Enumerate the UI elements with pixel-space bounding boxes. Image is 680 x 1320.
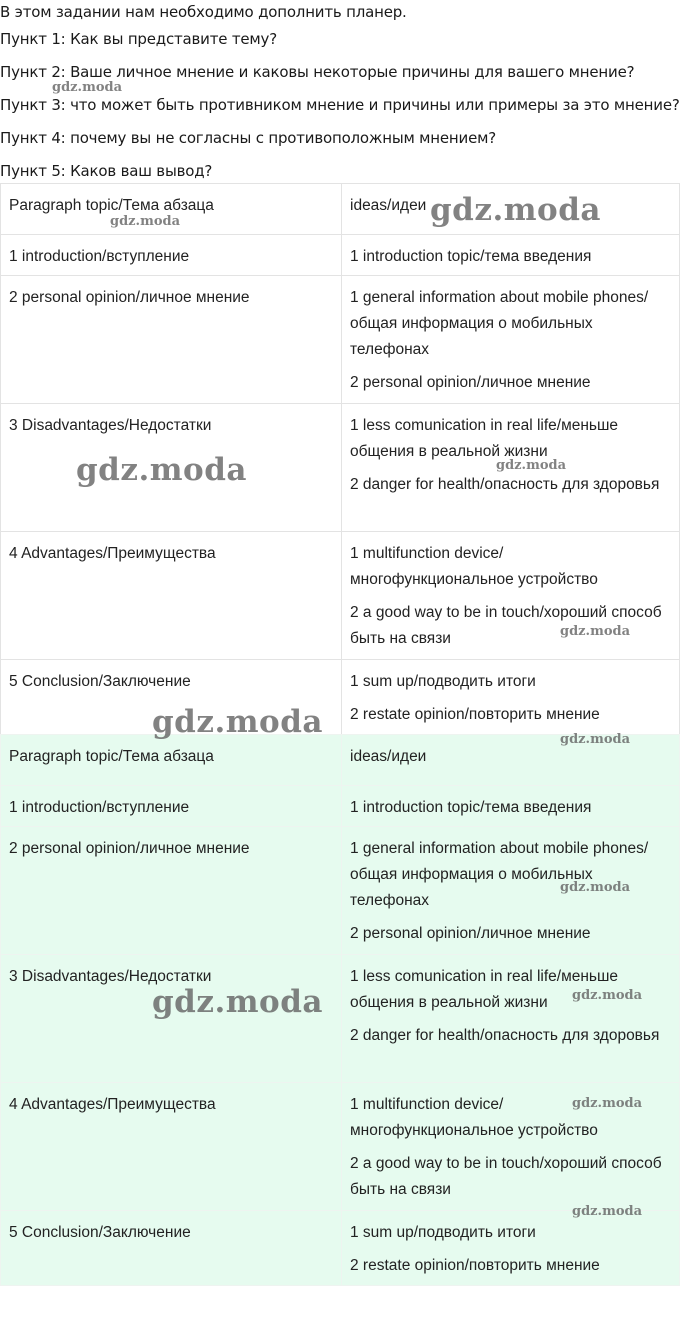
watermark: gdz.moda <box>76 452 247 488</box>
table-cell: 2 personal opinion/личное мнение <box>1 827 342 955</box>
table-cell: 4 Advantages/Преимущества <box>1 1083 342 1211</box>
table-cell: Paragraph topic/Тема абзаца <box>1 735 342 786</box>
table-cell: 1 introduction/вступление <box>1 786 342 827</box>
intro-line: Пункт 3: что может быть противником мнение и причины или примеры за это мнение? <box>0 96 680 114</box>
watermark: gdz.moda <box>572 1096 643 1111</box>
table-cell: 5 Conclusion/Заключение <box>1 1211 342 1286</box>
table-row <box>1 955 680 1083</box>
table-cell: Paragraph topic/Тема абзаца <box>1 184 342 235</box>
table-cell: 2 personal opinion/личное мнение <box>1 276 342 404</box>
watermark: gdz.moda <box>560 624 631 639</box>
table-cell: 3 Disadvantages/Недостатки <box>1 404 342 532</box>
table-cell: ideas/идеи <box>342 735 680 786</box>
watermark: gdz.moda <box>430 192 601 228</box>
watermark: gdz.moda <box>560 880 631 895</box>
table-row <box>1 404 680 532</box>
intro-line: Пункт 1: Как вы представите тему? <box>0 30 277 48</box>
planner-table <box>0 183 680 735</box>
table-cell: 1 less comunication in real life/меньше общения в реальной жизни 2 danger for health/опасность для здоровья <box>342 404 680 532</box>
table-row <box>1 735 680 786</box>
table-row <box>1 235 680 276</box>
table-cell: 5 Conclusion/Заключение <box>1 660 342 735</box>
table-row <box>1 1211 680 1286</box>
watermark: gdz.moda <box>560 732 631 747</box>
table-row <box>1 532 680 660</box>
table-row <box>1 786 680 827</box>
table-cell: 1 introduction topic/тема введения <box>342 235 680 276</box>
intro-line: Пункт 4: почему вы не согласны с противоположным мнением? <box>0 129 496 147</box>
watermark: gdz.moda <box>572 988 643 1003</box>
table-cell: 1 multifunction device/ многофункциональное устройство 2 a good way to be in touch/хороший способ быть на связи <box>342 1083 680 1211</box>
table-cell: 1 less comunication in real life/меньше общения в реальной жизни 2 danger for health/опасность для здоровья <box>342 955 680 1083</box>
table-cell: 1 introduction/вступление <box>1 235 342 276</box>
intro-line: Пункт 5: Каков ваш вывод? <box>0 162 213 180</box>
watermark: gdz.moda <box>496 458 567 473</box>
intro-line: Пункт 2: Ваше личное мнение и каковы некоторые причины для вашего мнение? <box>0 63 635 81</box>
table-cell: 1 sum up/подводить итоги 2 restate opinion/повторить мнение <box>342 1211 680 1286</box>
table-cell: 3 Disadvantages/Недостатки <box>1 955 342 1083</box>
watermark: gdz.moda <box>152 704 323 740</box>
intro-line: В этом задании нам необходимо дополнить планер. <box>0 3 407 21</box>
watermark: gdz.moda <box>572 1204 643 1219</box>
table-cell: ideas/идеи <box>342 184 680 235</box>
table-row <box>1 184 680 235</box>
table-cell: 1 sum up/подводить итоги 2 restate opinion/повторить мнение <box>342 660 680 735</box>
watermark: gdz.moda <box>52 80 123 95</box>
table-cell: 1 general information about mobile phones/ общая информация о мобильных телефонах 2 personal opinion/личное мнение <box>342 276 680 404</box>
table-row <box>1 276 680 404</box>
watermark: gdz.moda <box>152 984 323 1020</box>
table-row <box>1 1083 680 1211</box>
watermark: gdz.moda <box>110 214 181 229</box>
table-cell: 1 multifunction device/ многофункциональное устройство 2 a good way to be in touch/хороший способ быть на связи <box>342 532 680 660</box>
table-cell: 1 general information about mobile phones/ общая информация о мобильных телефонах 2 personal opinion/личное мнение <box>342 827 680 955</box>
table-cell: 4 Advantages/Преимущества <box>1 532 342 660</box>
table-row <box>1 660 680 735</box>
table-row <box>1 827 680 955</box>
table-cell: 1 introduction topic/тема введения <box>342 786 680 827</box>
planner-table-highlighted <box>0 734 680 1286</box>
